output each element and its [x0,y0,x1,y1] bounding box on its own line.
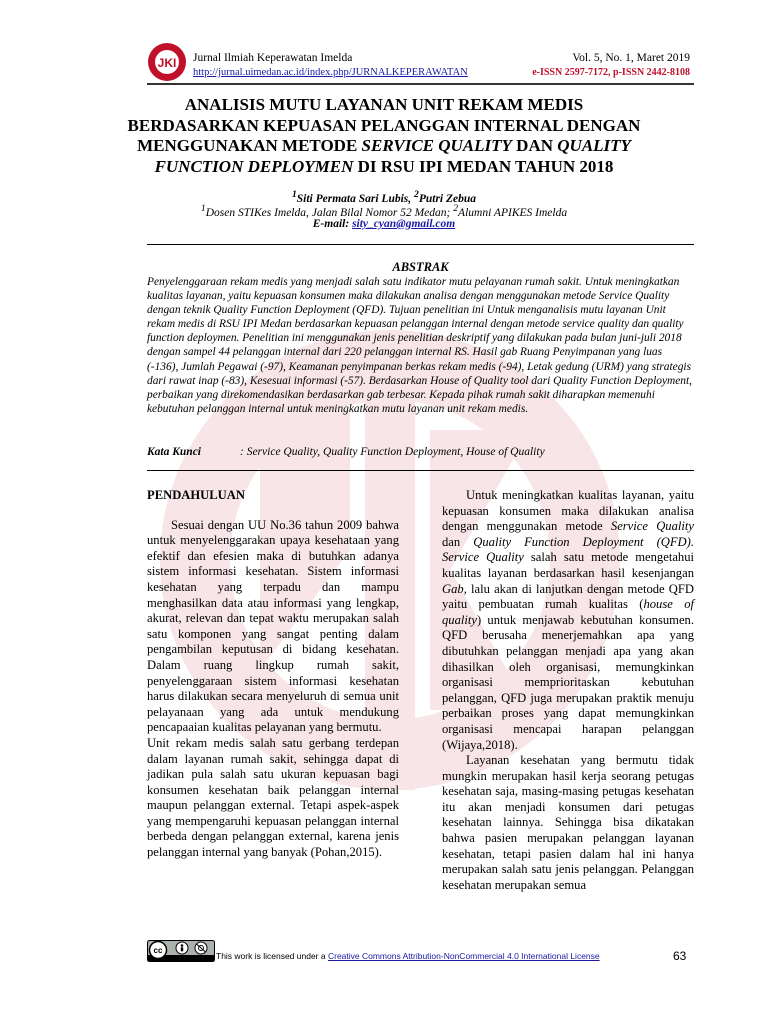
volume-info: Vol. 5, No. 1, Maret 2019 [572,52,690,64]
license-link[interactable]: Creative Commons Attribution-NonCommercial 4.0 International License [327,951,600,961]
title-line-3: MENGGUNAKAN METODE SERVICE QUALITY DAN QUALITY [137,136,631,155]
title-line-2: BERDASARKAN KEPUASAN PELANGGAN INTERNAL DENGAN [127,115,641,135]
abstract-heading: ABSTRAK [392,260,449,274]
cc-text: cc [153,946,163,955]
email-link[interactable]: sity_cyan@gmail.com [352,218,456,230]
cc-license-badge[interactable] [147,940,215,962]
abstract-body: Penyelenggaraan rekam medis yang menjadi salah satu indikator mutu pelayanan rumah sakit. Untuk meningkatkan kualitas layanan, yaitu kepuasan konsumen maka dilakukan analisa dengan menggunakan metode Service Quality dengan teknik Quality Function Deployment (QFD). Tujuan penelitian ini Untuk menganalisis mutu layanan Unit rekam medis di RSU IPI Medan berdasarkan kepuasan pelanggan internal dengan metode service quality dan quality function deploymen. Penelitian ini menggunakan jenis penelitian deskriptif yang dilakukan pada bulan juni-juli 2018 dengan sampel 44 pelanggan internal dari 220 pelanggan internal RS. Hasil gab Ruang Penyimpanan yang luas (-136), Jumlah Pegawai (-97), Keamanan penyimpanan berkas rekam medis (-94), Letak gedung (URM) yang strategis dari rawat inap (-83), Kesesuai informasi (-57). Berdasarkan House of Quality tool dari Quality Function Deployment, perbaikan yang direkomendasikan berdasarkan gab terbesar. Kepada pihak rumah sakit diharapkan memenuhi kebutuhan pelanggan internal untuk meningkatkan mutu layanan unit rekam medis. [147,276,693,415]
keywords-label: Kata Kunci [147,446,202,458]
journal-url-link[interactable]: http://jurnal.uimedan.ac.id/index.php/JURNALKEPERAWATAN [193,67,468,78]
paragraph: Unit rekam medis salah satu gerbang terdepan dalam layanan rumah sakit, sehingga dapat di jadikan pula salah satu ukuran kepuasan bagi konsumen kesehatan baik pelanggan internal maupun pelanggan external. Tetapi aspek-aspek yang mempengaruhi kepuasan pelanggan internal berbeda dengan pelanggan external, karena jenis pelanggan internal yang banyak (Pohan,2015). [147,735,399,860]
right-column [442,488,694,893]
license-notice: This work is licensed under a Creative Commons Attribution-NonCommercial 4.0 International License [216,951,600,961]
abstract-top-divider [147,244,694,245]
title-line-4: FUNCTION DEPLOYMEN DI RSU IPI MEDAN TAHUN 2018 [154,156,614,176]
paper-title [100,95,668,177]
title-line-1: ANALISIS MUTU LAYANAN UNIT REKAM MEDIS [184,95,584,114]
page-number: 63 [673,949,687,963]
abstract-bottom-divider [147,470,694,471]
keywords-text: : Service Quality, Quality Function Deployment, House of Quality [240,446,545,458]
section-heading: PENDAHULUAN [147,488,245,502]
paragraph: Layanan kesehatan yang bermutu tidak mungkin merupakan hasil kerja seorang petugas kesehatan saja, masing-masing petugas kesehatan itu akan menjadi konsumen dari petugas kesehatan lainnya. Sehingga bisa dikatakan bahwa pasien merupakan pelanggan layanan kesehatan, tetapi pasien dalam hal ini hanya merupakan salah satu jenis pelanggan. Pelanggan kesehatan merupakan semua [442,753,694,892]
author-email: E-mail: sity_cyan@gmail.com [312,218,456,230]
paragraph: Sesuai dengan UU No.36 tahun 2009 bahwa untuk menyelenggarakan upaya kesehataan yang efektif dan efesien maka di butuhkan adanya sistem informasi kesehatan. Sistem informasi kesehatan yang terpadu dan mampu menghasilkan data atau informasi yang lengkap, akurat, relevan dan tepat waktu merupakan salah satu komponen yang sangat penting dalam pengambilan keputusan di bidang kesehatan. Dalam ruang lingkup rumah sakit, penyelenggaraan sistem informasi kesehatan harus dilakukan secara menyeluruh di semua unit pelayanaan yang ada untuk mendukung pencapaaian kualitas pelayanan yang bermutu. [147,517,399,735]
issn-info: e-ISSN 2597-7172, p-ISSN 2442-8108 [532,67,690,78]
affiliations: $^1$Dosen STIKes Imelda, Jalan Bilal Nomor 52 Medan; $^2$Alumni APIKES Imelda [200,203,568,219]
journal-name: Jurnal Ilmiah Keperawatan Imelda [193,52,353,64]
left-column [147,488,399,861]
author-list: $^1$Siti Permata Sari Lubis, $^2$Putri Zebua [291,189,477,205]
header-divider [147,83,694,85]
journal-logo [147,42,187,82]
logo-text: JKI [157,56,177,70]
paragraph: Untuk meningkatkan kualitas layanan, yaitu kepuasan konsumen maka dilakukan analisa dengan menggunakan metode Service Quality dan Quality Function Deployment (QFD). Service Quality salah satu metode mengetahui kualitas layanan berdasarkan hasil kesenjangan Gab, lalu akan di lanjutkan dengan metode QFD yaitu pembuatan rumah kualitas (house of quality) untuk menjawab kebutuhan konsumen. QFD berusaha menerjemahkan apa yang dibutuhkan pelanggan menjadi apa yang akan dihasilkan oleh organisasi, memungkinkan organisasi memprioritaskan kebutuhan pelanggan, QFD juga merupakan praktik menuju perbaikan proses yang dapat memungkinkan organisasi mencapai harapan pelanggan (Wijaya,2018). [442,488,694,752]
